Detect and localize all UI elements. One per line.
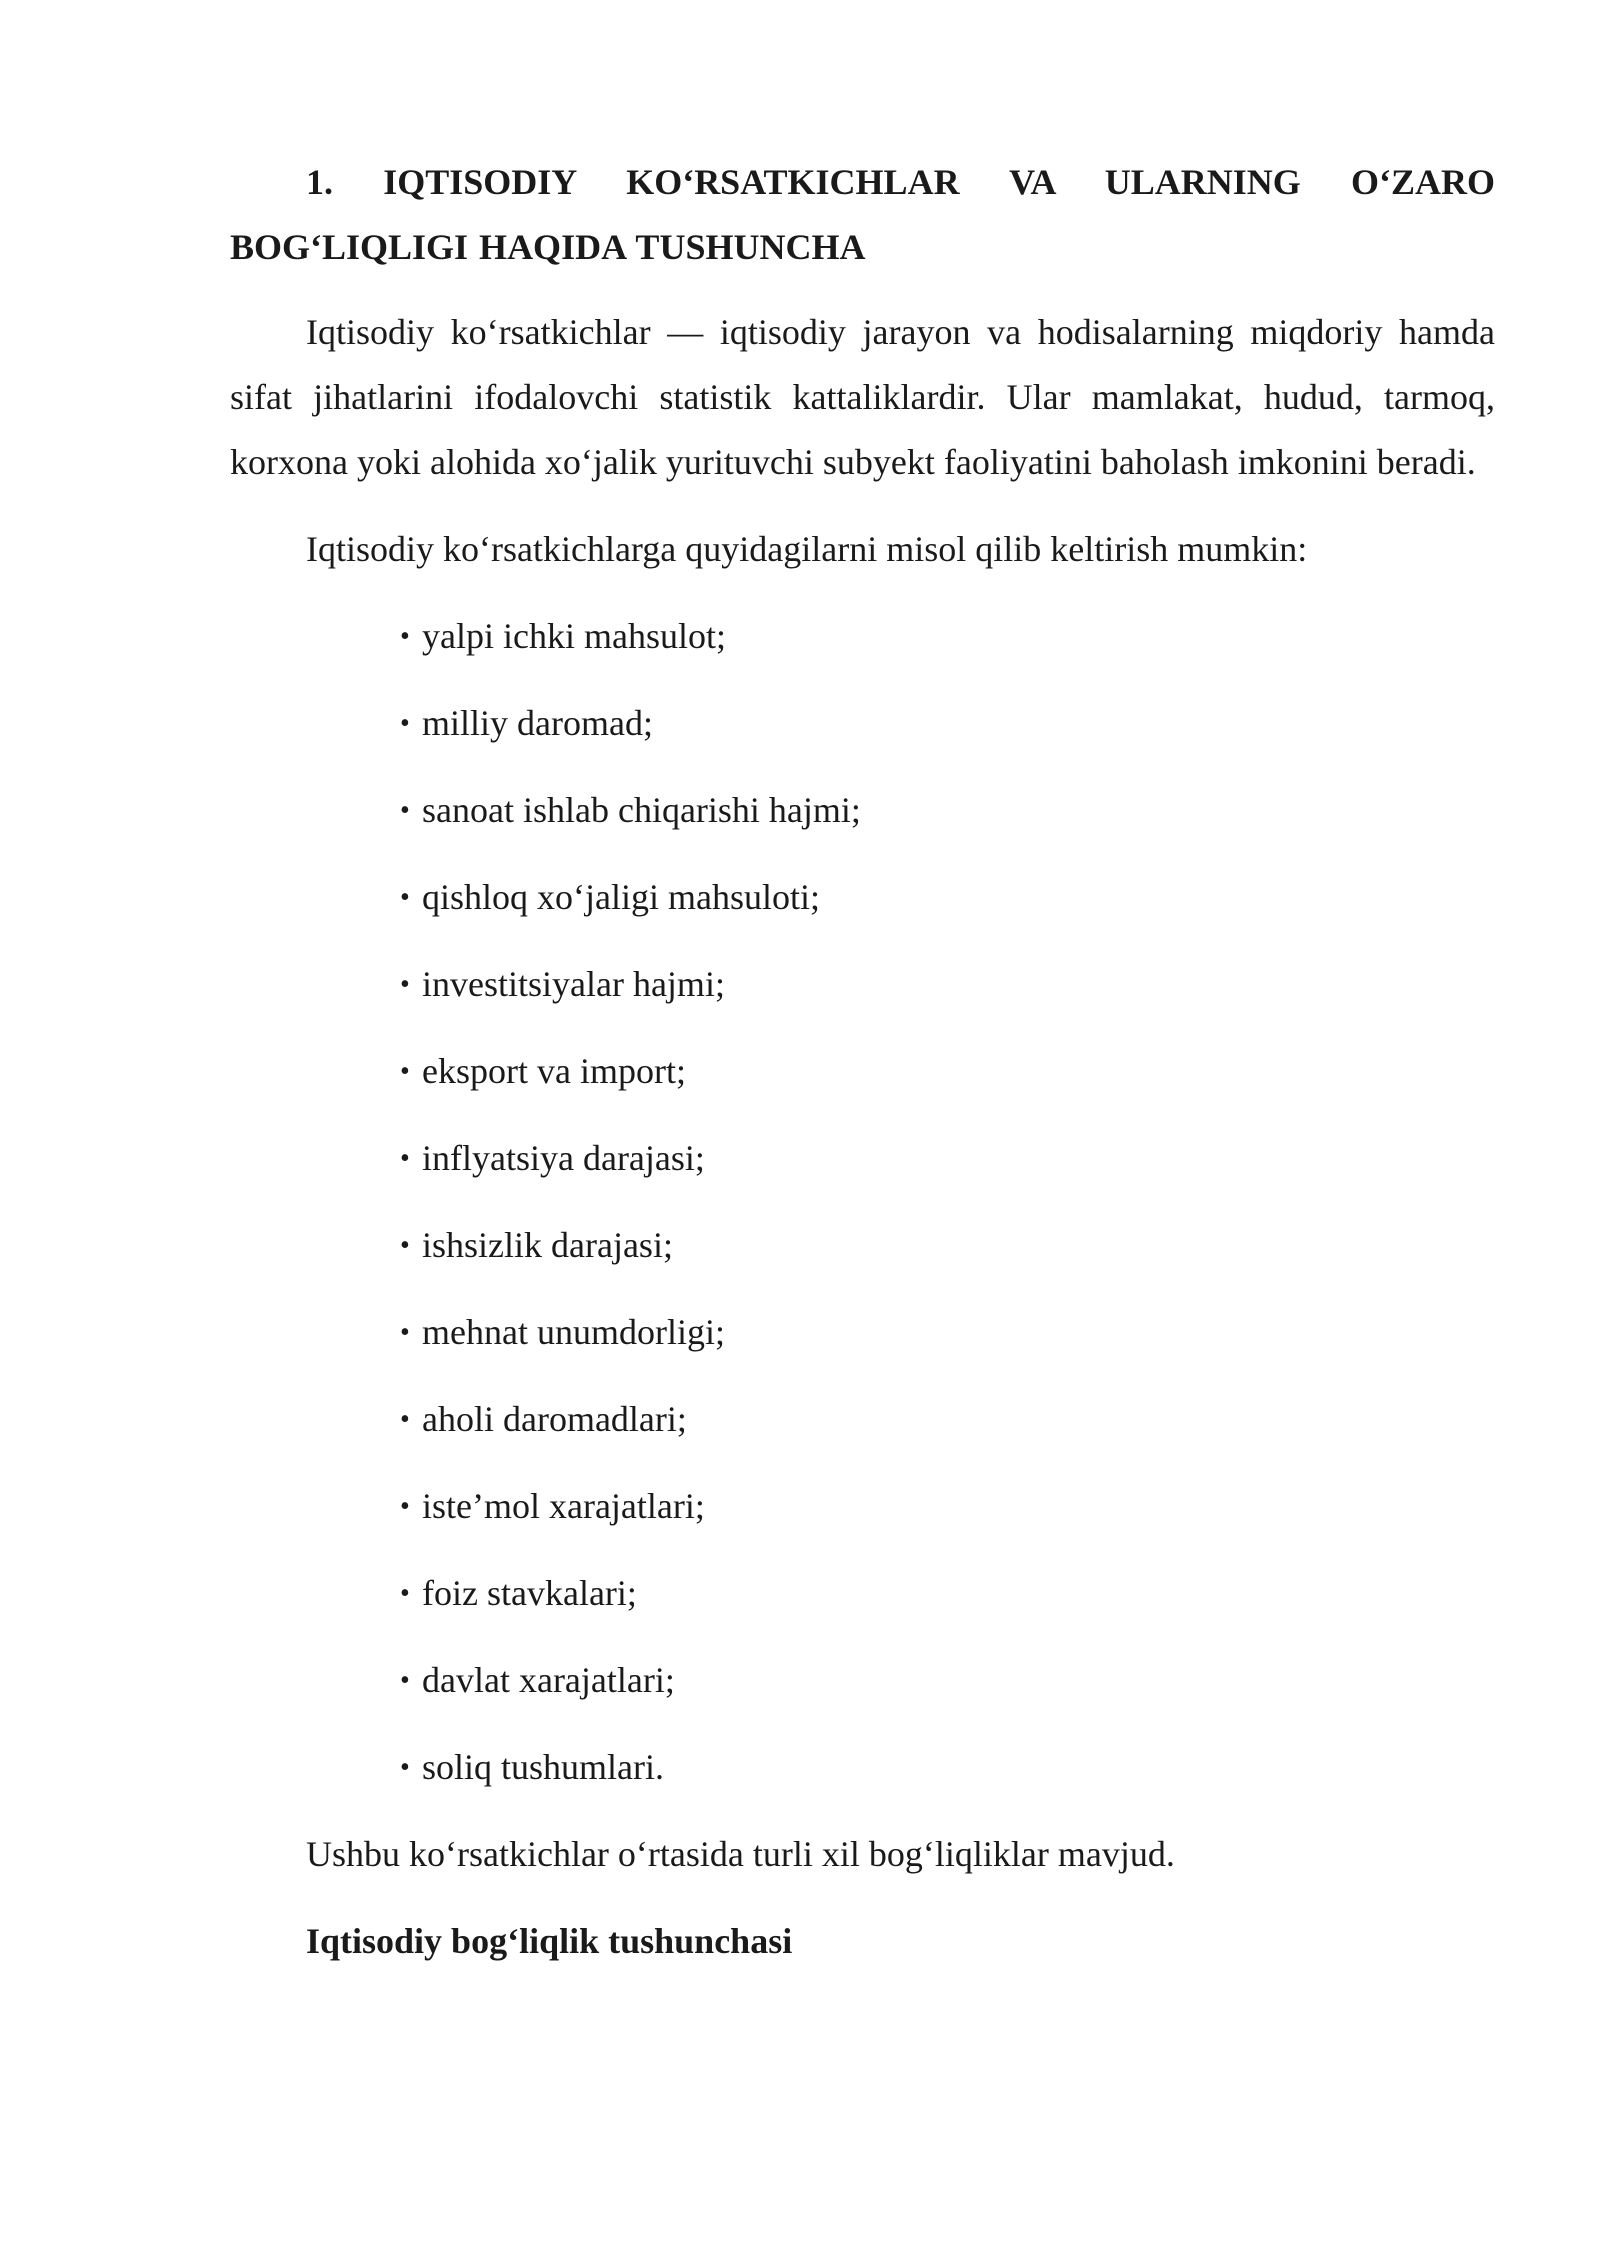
list-item-text: milliy daromad; — [422, 703, 653, 743]
list-item — [400, 865, 1495, 930]
list-item — [400, 952, 1495, 1017]
list-item-text: investitsiyalar hajmi; — [422, 964, 725, 1004]
list-item-text: mehnat unumdorligi; — [422, 1312, 725, 1352]
list-item — [400, 604, 1495, 669]
list-intro: Iqtisodiy ko‘rsatkichlarga quyidagilarni misol qilib keltirish mumkin: — [306, 529, 1308, 569]
bullet-icon: • — [400, 708, 410, 739]
list-item — [400, 1735, 1495, 1800]
bullet-icon: • — [400, 1665, 410, 1696]
list-item-text: yalpi ichki mahsulot; — [422, 616, 726, 656]
list-item-text: inflyatsiya darajasi; — [422, 1138, 705, 1178]
list-item-text: sanoat ishlab chiqarishi hajmi; — [422, 790, 861, 830]
list-item — [400, 691, 1495, 756]
bullet-icon: • — [400, 1056, 410, 1087]
list-item — [400, 1126, 1495, 1191]
bullet-icon: • — [400, 1578, 410, 1609]
indicator-list — [230, 604, 1495, 1800]
bullet-icon: • — [400, 1230, 410, 1261]
bullet-icon: • — [400, 1317, 410, 1348]
list-item — [400, 1300, 1495, 1365]
list-item-text: eksport va import; — [422, 1051, 686, 1091]
bullet-icon: • — [400, 882, 410, 913]
list-item-text: foiz stavkalari; — [422, 1573, 637, 1613]
bullet-icon: • — [400, 795, 410, 826]
list-item — [400, 1213, 1495, 1278]
closing-sentence: Ushbu ko‘rsatkichlar o‘rtasida turli xil bog‘liqliklar mavjud. — [306, 1834, 1175, 1874]
list-item — [400, 1648, 1495, 1713]
document-page — [230, 150, 1495, 1974]
list-item-text: davlat xarajatlari; — [422, 1660, 675, 1700]
list-item — [400, 778, 1495, 843]
list-item — [400, 1474, 1495, 1539]
section-heading: 1. IQTISODIY KO‘RSATKICHLAR VA ULARNING O‘ZARO BOG‘LIQLIGI HAQIDA TUSHUNCHA — [230, 162, 1495, 267]
bullet-icon: • — [400, 969, 410, 1000]
bullet-icon: • — [400, 1491, 410, 1522]
list-item — [400, 1561, 1495, 1626]
bullet-icon: • — [400, 1404, 410, 1435]
list-item — [400, 1039, 1495, 1104]
list-item — [400, 1387, 1495, 1452]
list-item-text: soliq tushumlari. — [422, 1747, 664, 1787]
bullet-icon: • — [400, 1143, 410, 1174]
bullet-icon: • — [400, 1752, 410, 1783]
list-item-text: iste’mol xarajatlari; — [422, 1486, 705, 1526]
list-item-text: aholi daromadlari; — [422, 1399, 687, 1439]
list-item-text: ishsizlik darajasi; — [422, 1225, 673, 1265]
bullet-icon: • — [400, 621, 410, 652]
list-item-text: qishloq xo‘jaligi mahsuloti; — [422, 877, 820, 917]
subsection-heading: Iqtisodiy bog‘liqlik tushunchasi — [306, 1921, 793, 1961]
definition-paragraph: Iqtisodiy ko‘rsatkichlar — iqtisodiy jarayon va hodisalarning miqdoriy hamda sifat jihatlarini ifodalovchi statistik kattaliklardir. Ular mamlakat, hudud, tarmoq, korxona yoki alohida xo‘jalik yurituvchi subyekt faoliyatini baholash imkonini beradi. — [230, 312, 1495, 482]
